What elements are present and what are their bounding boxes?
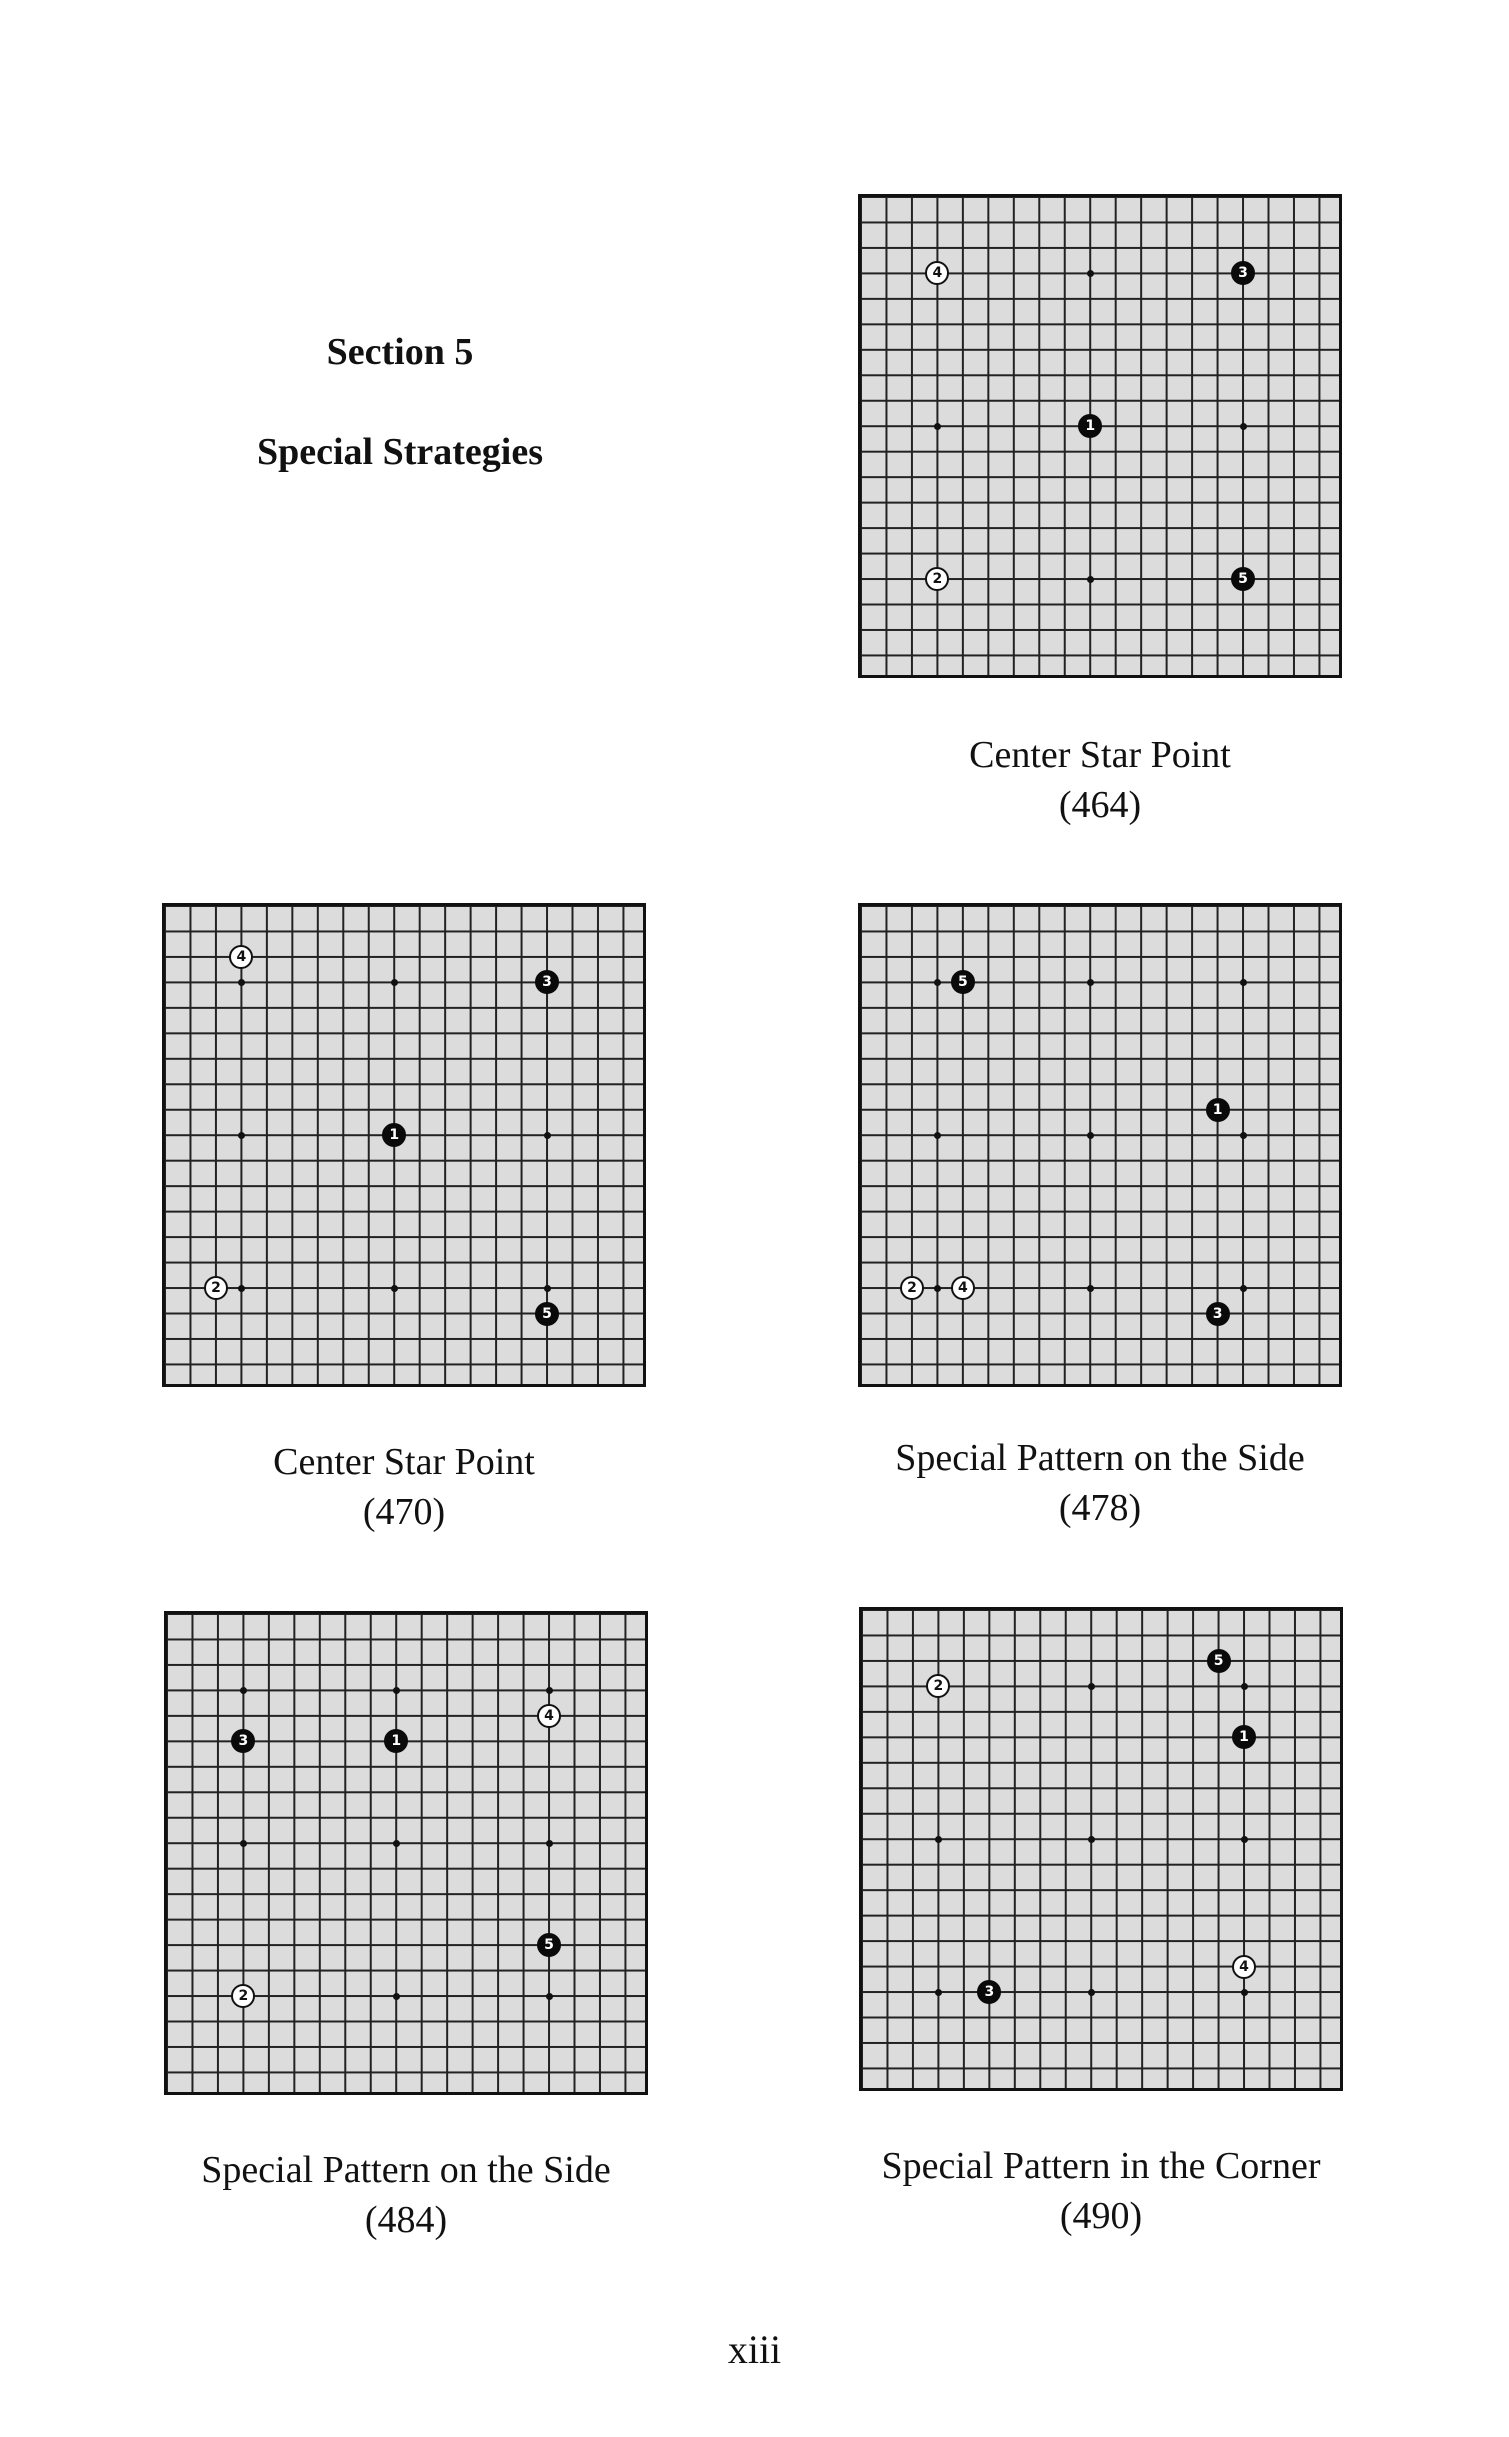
star-point (391, 1285, 398, 1292)
star-point (1240, 423, 1247, 430)
star-point (1088, 1683, 1095, 1690)
star-point (238, 1132, 245, 1139)
black-stone-5: 5 (537, 1933, 561, 1957)
diagram-title: Special Pattern on the Side (895, 1437, 1305, 1479)
star-point (240, 1687, 247, 1694)
white-stone-4: 4 (925, 261, 949, 285)
black-stone-1: 1 (382, 1123, 406, 1147)
diagram-title: Center Star Point (969, 734, 1231, 776)
white-stone-4: 4 (229, 945, 253, 969)
star-point (1087, 1285, 1094, 1292)
star-point (935, 1836, 942, 1843)
diagram-page-ref: (484) (364, 2199, 448, 2241)
white-stone-2: 2 (204, 1276, 228, 1300)
star-point (1087, 576, 1094, 583)
star-point (1088, 1836, 1095, 1843)
black-stone-3: 3 (1231, 261, 1255, 285)
star-point (391, 979, 398, 986)
star-point (546, 1687, 553, 1694)
star-point (1241, 1989, 1248, 1996)
diagram-caption (820, 730, 1380, 830)
white-stone-4: 4 (537, 1704, 561, 1728)
star-point (1241, 1683, 1248, 1690)
star-point (934, 979, 941, 986)
star-point (1240, 979, 1247, 986)
go-board (859, 1607, 1343, 2091)
star-point (1088, 1989, 1095, 1996)
star-point (1240, 1132, 1247, 1139)
black-stone-5: 5 (1231, 567, 1255, 591)
star-point (238, 1285, 245, 1292)
star-point (240, 1840, 247, 1847)
diagram-page-ref: (464) (1058, 784, 1142, 826)
black-stone-3: 3 (535, 970, 559, 994)
star-point (393, 1687, 400, 1694)
star-point (1087, 1132, 1094, 1139)
go-board (858, 194, 1342, 678)
star-point (238, 979, 245, 986)
diagram-title: Center Star Point (273, 1441, 535, 1483)
star-point (1087, 270, 1094, 277)
star-point (1240, 1285, 1247, 1292)
go-board (164, 1611, 648, 2095)
diagram-page-ref: (470) (362, 1491, 446, 1533)
star-point (1241, 1836, 1248, 1843)
star-point (934, 423, 941, 430)
go-board (858, 903, 1342, 1387)
section-subtitle: Special Strategies (256, 431, 543, 473)
star-point (544, 1132, 551, 1139)
black-stone-3: 3 (231, 1729, 255, 1753)
page-number: xiii (727, 2327, 782, 2372)
diagram-title: Special Pattern in the Corner (881, 2145, 1321, 2187)
black-stone-5: 5 (1207, 1649, 1231, 1673)
star-point (393, 1840, 400, 1847)
black-stone-1: 1 (1232, 1725, 1256, 1749)
star-point (934, 1132, 941, 1139)
black-stone-1: 1 (384, 1729, 408, 1753)
white-stone-2: 2 (925, 567, 949, 591)
diagram-title: Special Pattern on the Side (201, 2149, 611, 2191)
black-stone-5: 5 (535, 1302, 559, 1326)
diagram-caption (126, 2145, 686, 2245)
black-stone-3: 3 (1206, 1302, 1230, 1326)
diagram-caption (820, 1433, 1380, 1533)
white-stone-2: 2 (900, 1276, 924, 1300)
white-stone-2: 2 (926, 1674, 950, 1698)
star-point (544, 1285, 551, 1292)
diagram-caption (124, 1437, 684, 1537)
star-point (393, 1993, 400, 2000)
star-point (934, 1285, 941, 1292)
go-board (162, 903, 646, 1387)
star-point (546, 1840, 553, 1847)
star-point (1087, 979, 1094, 986)
star-point (546, 1993, 553, 2000)
white-stone-4: 4 (1232, 1955, 1256, 1979)
section-title: Section 5 (326, 331, 474, 373)
white-stone-2: 2 (231, 1984, 255, 2008)
black-stone-3: 3 (977, 1980, 1001, 2004)
diagram-caption (821, 2141, 1381, 2241)
black-stone-5: 5 (951, 970, 975, 994)
black-stone-1: 1 (1206, 1098, 1230, 1122)
diagram-page-ref: (478) (1058, 1487, 1142, 1529)
black-stone-1: 1 (1078, 414, 1102, 438)
diagram-page-ref: (490) (1059, 2195, 1143, 2237)
star-point (935, 1989, 942, 1996)
white-stone-4: 4 (951, 1276, 975, 1300)
